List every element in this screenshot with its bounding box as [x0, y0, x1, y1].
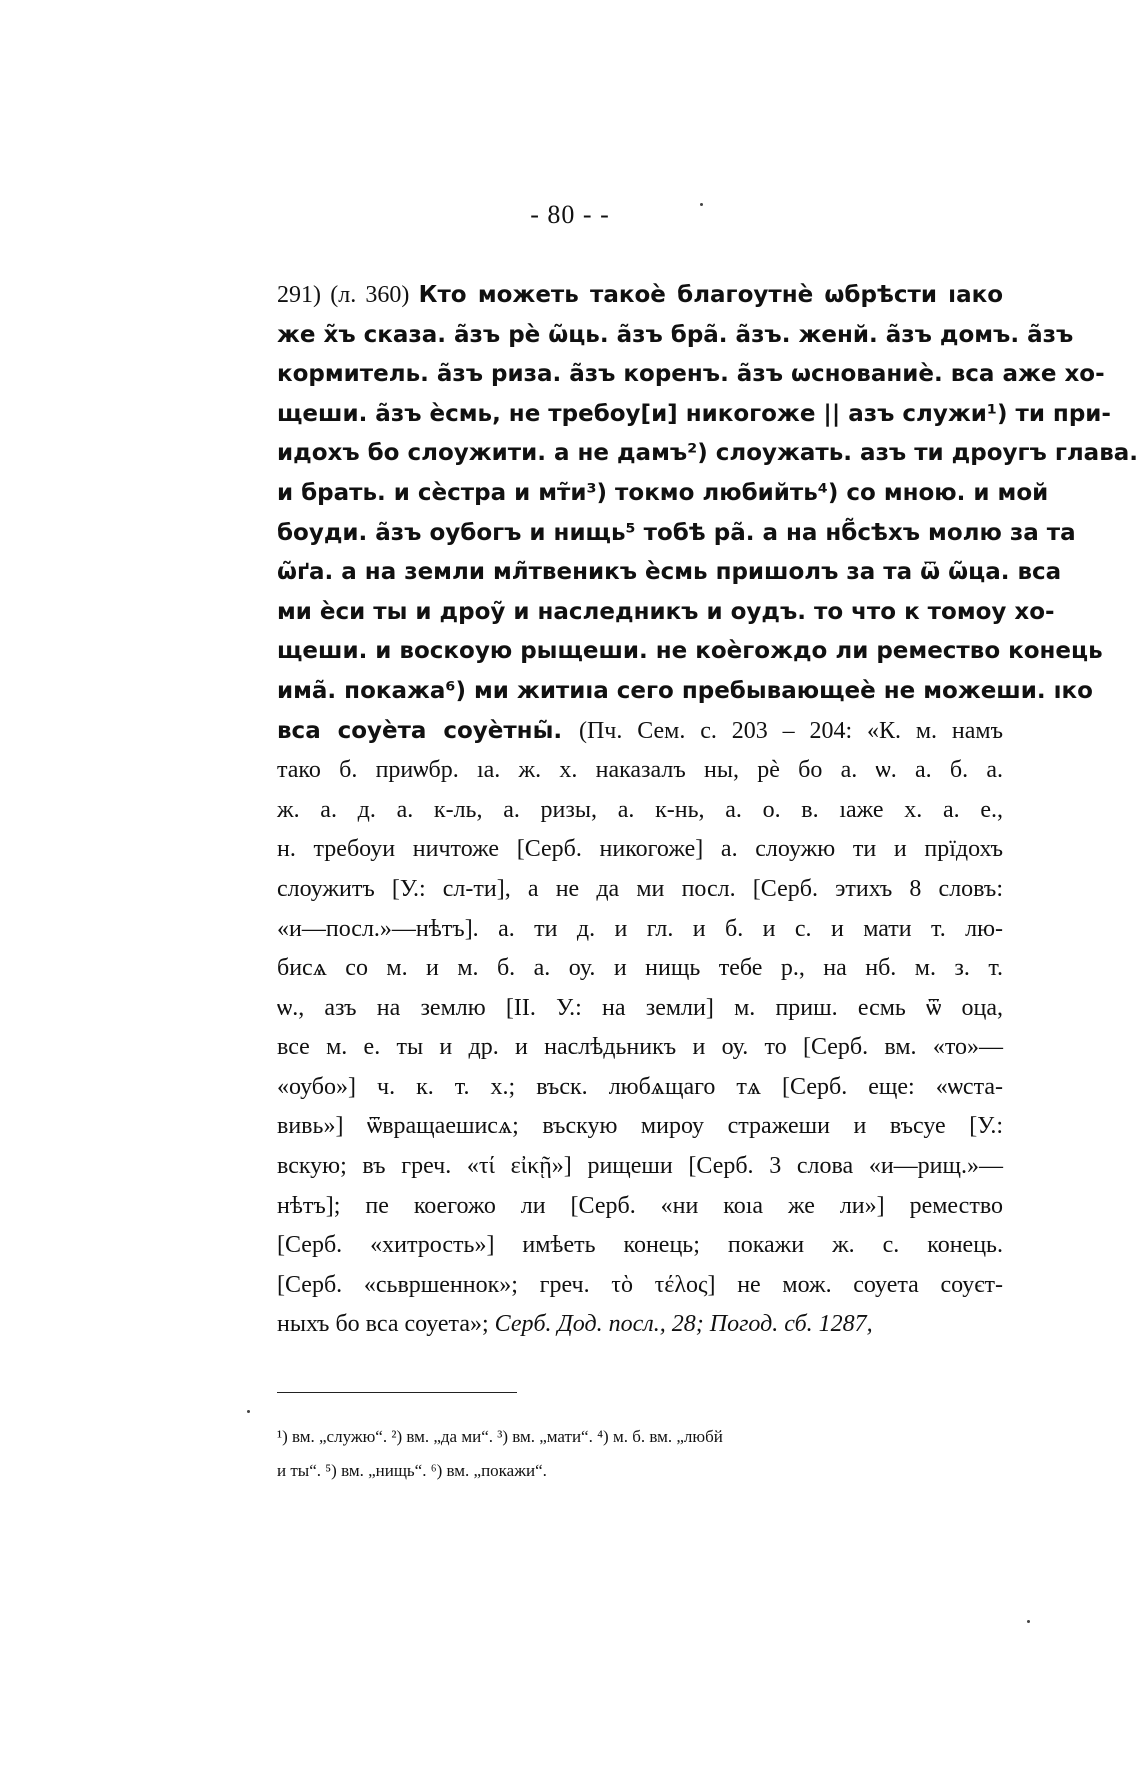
text-line: [277, 751, 1003, 791]
text-church-slavonic: щеши. и воскоую рыщеши. не коѐгождо ли ремество конець: [277, 638, 1103, 665]
text-line: [277, 791, 1003, 831]
text-plain: тако б. приѡбр. ıа. ж. х. наказалъ ны, рѐ бо а. ѡ. а. б. а.: [277, 757, 1003, 784]
text-church-slavonic: има̃. покажа⁶) ми житиıа сего пребывающеѐ не можеши. ıко: [277, 677, 1093, 704]
text-line: [277, 395, 1111, 435]
text-line: [277, 474, 1049, 514]
text-line: [277, 1266, 1003, 1306]
text-citation: Серб. Дод. посл., 28; Погод. сб. 1287,: [494, 1311, 873, 1338]
text-line: [277, 672, 1093, 712]
text-line: [277, 870, 1003, 910]
scan-speck: [700, 203, 703, 206]
text-line: [277, 355, 1105, 395]
text-line: [277, 1187, 1003, 1227]
text-plain: [Серб. «хитрость»] имѣеть конець; покажи ж. с. конець.: [277, 1232, 1003, 1259]
text-church-slavonic: и брать. и сѐстра и мт̃и³) токмо любийть⁴) со мною. и мой: [277, 479, 1049, 506]
text-line: [277, 514, 1076, 554]
footnote-line: и ты“. ⁵) вм. „нищь“. ⁶) вм. „покажи“.: [277, 1461, 547, 1480]
text-plain: 291) (л. 360): [277, 282, 419, 308]
footnote-rule: [277, 1392, 517, 1393]
text-line: [277, 1226, 1003, 1266]
text-line: [277, 830, 1003, 870]
text-line: [277, 276, 1003, 316]
text-line: [277, 632, 1103, 672]
text-plain: ныхъ бо вса соуета»;: [277, 1311, 495, 1338]
scan-speck: [247, 1410, 250, 1413]
text-line: [277, 316, 1074, 356]
text-line: [277, 989, 1003, 1029]
text-church-slavonic: же х̃ъ сказа. а̃зъ рѐ ѡ̃ць. а̃зъ бра̃. а̃зъ. женй. а̃зъ домъ. а̃зъ: [277, 321, 1074, 348]
text-line: [277, 1305, 1003, 1345]
text-plain: н. требоуи ничтоже [Серб. никогоже] а. слоужю ти и прїдохъ: [277, 836, 1003, 863]
page-number: - 80 - -: [530, 200, 610, 229]
text-line: [277, 593, 1055, 633]
text-church-slavonic: кормитель. а̃зъ риза. а̃зъ коренъ. а̃зъ ѡснованиѐ. вса аже хо-: [277, 361, 1105, 388]
footnotes: [277, 1420, 1003, 1488]
text-line: [277, 712, 1003, 752]
text-church-slavonic: вса соуѐта соуѐтны̃.: [277, 717, 579, 744]
text-citation: (Пч. Сем. с. 203 – 204: «К. м. намъ: [578, 717, 1003, 744]
text-plain: «и—посл.»—нѣтъ]. а. ти д. и гл. и б. и с. и мати т. лю-: [277, 915, 1003, 942]
text-plain: все м. е. ты и др. и наслѣдьникъ и оу. то [Серб. вм. «то»—: [277, 1034, 1003, 1061]
text-plain: нѣтъ]; пе коегожо ли [Серб. «ни коıа же ли»] ремество: [277, 1192, 1003, 1219]
footnote-line: ¹) вм. „служю“. ²) вм. „да ми“. ³) вм. „мати“. ⁴) м. б. вм. „любй: [277, 1427, 723, 1446]
text-line: [277, 1068, 1003, 1108]
text-line: [277, 1028, 1003, 1068]
text-plain: [Серб. «сьвршеннок»; греч. τὸ τέλος] не мож. соуета соуєт-: [277, 1271, 1003, 1298]
scan-speck: [1027, 1620, 1030, 1623]
text-line: [277, 1107, 1003, 1147]
text-line: [277, 553, 1062, 593]
text-church-slavonic: Кто можеть такоѐ благоутнѐ ѡбрѣсти ıако: [418, 282, 1004, 308]
text-church-slavonic: идохъ бо слоужити. а не дамъ²) слоужать. азъ ти дроугъ глава.: [277, 440, 1139, 467]
text-church-slavonic: щеши. а̃зъ ѐсмь, не требоу[и] никогоже || азъ служи¹) ти при-: [277, 400, 1111, 427]
text-plain: бисѧ со м. и м. б. а. оу. и нищь тебе р., на нб. м. з. т.: [277, 955, 1003, 982]
text-plain: ж. а. д. а. к-ль, а. ризы, а. к-нь, а. о. в. ıаже х. а. е.,: [277, 796, 1003, 823]
text-line: [277, 910, 1003, 950]
text-plain: слоужитъ [У.: сл-ти], а не да ми посл. [Серб. этихъ 8 словъ:: [277, 875, 1003, 902]
text-church-slavonic: боуди. а̃зъ оубогъ и нищь⁵ тобѣ ра̃. а на нб̃сѣхъ молю за та: [277, 519, 1076, 546]
text-church-slavonic: ѡ̃ґа. а на земли мл̃твеникъ ѐсмь пришолъ за та ѿ ѡ̃ца. вса: [277, 559, 1062, 586]
text-plain: «оубо»] ч. к. т. х.; въск. любѧщаго тѧ [Серб. еще: «ѡста-: [277, 1073, 1003, 1100]
text-line: [277, 949, 1003, 989]
text-church-slavonic: ми ѐси ты и дроу̃ и наследникъ и оудъ. то что к томоу хо-: [277, 598, 1055, 625]
text-plain: вскую; въ греч. «τί εἰκῇ»] рищеши [Серб. 3 слова «и—рищ.»—: [277, 1153, 1003, 1180]
text-line: [277, 1147, 1003, 1187]
body-text: [277, 276, 1139, 1345]
text-plain: ѡ., азъ на землю [II. У.: на земли] м. приш. есмь ѿ оца,: [277, 994, 1003, 1021]
text-line: [277, 434, 1139, 474]
text-plain: вивь»] ѿвращаешисѧ; въскую мироу стражеши и въсуе [У.:: [277, 1113, 1003, 1140]
